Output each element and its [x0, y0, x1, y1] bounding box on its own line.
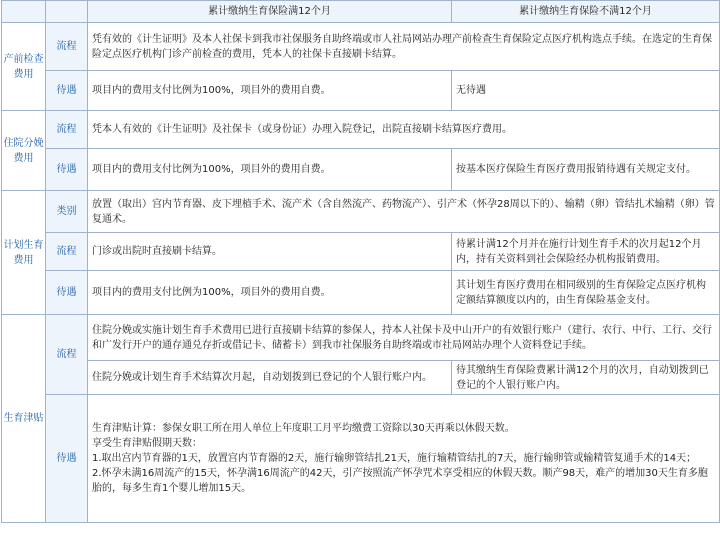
prenatal-benefit-notfull: 无待遇: [452, 71, 720, 111]
allowance-benefit-line: 2.怀孕未满16周流产的15天，怀孕满16周流产的42天，引产按照流产怀孕咒术享受相应的休假天数。顺产98天，难产的增加30天生育多胞胎的，每多生育1个婴儿增加15天。: [92, 468, 708, 494]
header-not-full-12-months: 累计缴纳生育保险不满12个月: [452, 1, 720, 23]
family-planning-category-label: 类别: [46, 191, 88, 233]
family-planning-benefit-notfull: 其计划生育医疗费用在相同级别的生育保险定点医疗机构定额结算额度以内的，由生育保险基金支付。: [452, 271, 720, 315]
allowance-benefit-label: 待遇: [46, 395, 88, 523]
family-planning-process-label: 流程: [46, 233, 88, 271]
allowance-benefit: [88, 395, 720, 523]
family-planning-benefit-label: 待遇: [46, 271, 88, 315]
family-planning-category: 放置（取出）宫内节育器、皮下埋植手术、流产术（含自然流产、药物流产）、引产术（怀孕28周以下的）、输精（卵）管结扎术输精（卵）管复通术。: [88, 191, 720, 233]
family-planning-process-notfull: 待累计满12个月并在施行计划生育手术的次月起12个月内，持有关资料到社会保险经办机构报销费用。: [452, 233, 720, 271]
header-full-12-months: 累计缴纳生育保险满12个月: [88, 1, 452, 23]
delivery-title: 住院分娩费用: [2, 111, 46, 191]
family-planning-process-full: 门诊或出院时直接刷卡结算。: [88, 233, 452, 271]
prenatal-process: 凭有效的《计生证明》及本人社保卡到我市社保服务自助终端或市人社局网站办理产前检查生育保险定点医疗机构选点手续。在选定的生育保险定点医疗机构门诊产前检查的费用，凭本人的社保卡直接刷卡结算。: [88, 23, 720, 71]
allowance-benefit-line: 1.取出宫内节育器的1天，放置宫内节育器的2天，施行输卵管结扎21天，施行输精管结扎的7天，施行输卵管或输精管复通手术的14天；: [92, 453, 697, 464]
allowance-title: 生育津贴: [2, 315, 46, 523]
allowance-benefit-line: 生育津贴计算：参保女职工所在用人单位上年度职工月平均缴费工资除以30天再乘以休假天数。: [92, 423, 515, 434]
family-planning-title: 计划生育费用: [2, 191, 46, 315]
header-blank-cell: [46, 1, 88, 23]
maternity-insurance-table: [1, 0, 720, 523]
allowance-process-label: 流程: [46, 315, 88, 395]
allowance-process-full: 住院分娩或计划生育手术结算次月起，自动划拨到已登记的个人银行账户内。: [88, 361, 452, 395]
allowance-process-notfull: 待其缴纳生育保险费累计满12个月的次月，自动划拨到已登记的个人银行账户内。: [452, 361, 720, 395]
prenatal-process-label: 流程: [46, 23, 88, 71]
delivery-benefit-full: 项目内的费用支付比例为100%，项目外的费用自费。: [88, 149, 452, 191]
delivery-process-label: 流程: [46, 111, 88, 149]
allowance-process: 住院分娩或实施计划生育手术费用已进行直接刷卡结算的参保人，持本人社保卡及中山开户的有效银行账户（建行、农行、中行、工行、交行和广发行开户的通存通兑存折或借记卡、储蓄卡）到我市社保服务自助终端或市社局网站办理个人资料登记手续。: [88, 315, 720, 361]
allowance-benefit-line: 享受生育津贴假期天数：: [92, 438, 202, 449]
delivery-benefit-notfull: 按基本医疗保险生育医疗费用报销待遇有关规定支付。: [452, 149, 720, 191]
prenatal-title: 产前检查费用: [2, 23, 46, 111]
prenatal-benefit-full: 项目内的费用支付比例为100%，项目外的费用自费。: [88, 71, 452, 111]
header-blank-cell: [2, 1, 46, 23]
family-planning-benefit-full: 项目内的费用支付比例为100%，项目外的费用自费。: [88, 271, 452, 315]
delivery-benefit-label: 待遇: [46, 149, 88, 191]
delivery-process: 凭本人有效的《计生证明》及社保卡（或身份证）办理入院登记，出院直接刷卡结算医疗费用。: [88, 111, 720, 149]
prenatal-benefit-label: 待遇: [46, 71, 88, 111]
